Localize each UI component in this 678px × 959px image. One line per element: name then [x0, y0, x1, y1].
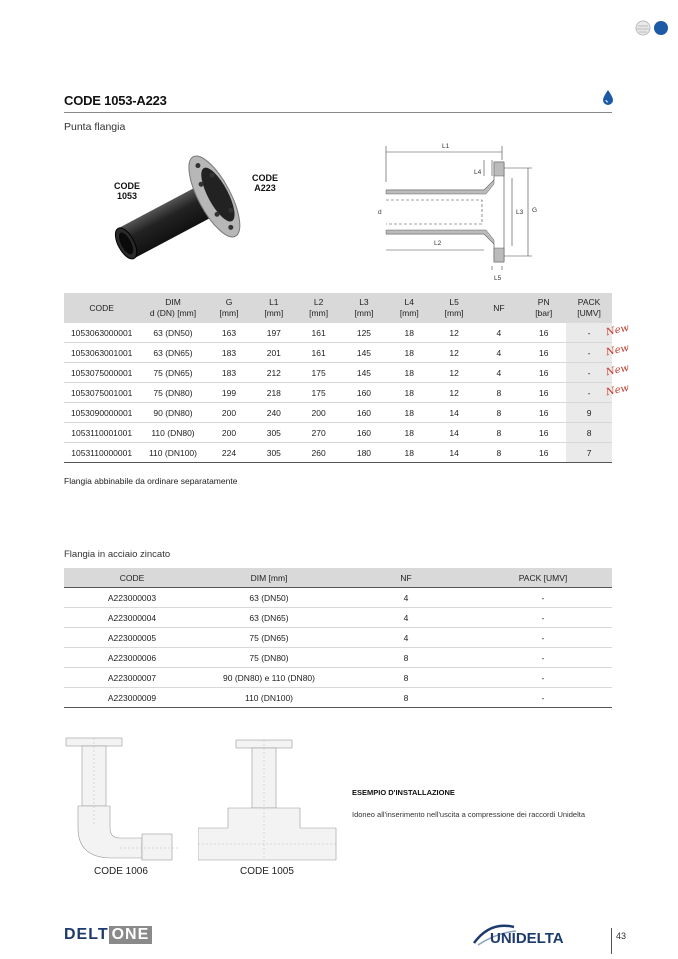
table-cell: 8	[476, 443, 521, 463]
table-cell: 201	[251, 343, 296, 363]
table-cell: 1053075001001	[64, 383, 139, 403]
table-cell: 145	[341, 363, 387, 383]
table-row	[64, 443, 612, 463]
table-cell: -	[566, 383, 612, 403]
svg-text:L3: L3	[516, 209, 524, 216]
title-rule	[64, 112, 612, 113]
table-cell: 16	[521, 383, 566, 403]
table-cell: -	[474, 668, 612, 688]
table-cell: -	[474, 628, 612, 648]
table-cell: 12	[432, 363, 477, 383]
table-cell: 161	[296, 323, 341, 343]
table-row	[64, 688, 612, 708]
label-code-1053: CODE 1053	[114, 181, 141, 201]
col-header: CODE	[64, 293, 139, 323]
subtitle: Punta flangia	[64, 121, 126, 133]
table-cell: 4	[476, 343, 521, 363]
table-row	[64, 668, 612, 688]
table-cell: 8	[338, 688, 474, 708]
deltone-logo: DELT ONE	[64, 926, 152, 944]
table-cell: 12	[432, 383, 477, 403]
col-header: L2 [mm]	[296, 293, 341, 323]
table-cell: 63 (DN50)	[139, 323, 206, 343]
unidelta-logo	[470, 919, 604, 949]
table-cell: -	[566, 343, 612, 363]
table-cell: 4	[338, 608, 474, 628]
col-header: NF	[476, 293, 521, 323]
col-header: DIM d (DN) [mm]	[139, 293, 206, 323]
product-photo	[108, 148, 253, 276]
table-cell: 8	[476, 403, 521, 423]
table-cell: 199	[207, 383, 252, 403]
table-cell: 8	[476, 383, 521, 403]
section-title: Flangia in acciaio zincato	[64, 549, 171, 560]
table-cell: 90 (DN80)	[139, 403, 206, 423]
table-cell: 175	[296, 363, 341, 383]
table-cell: 18	[387, 403, 432, 423]
table-cell: 110 (DN100)	[200, 688, 338, 708]
table-cell: 212	[251, 363, 296, 383]
table-row	[64, 363, 612, 383]
installation-drawing-1006	[62, 734, 182, 862]
new-badge: New	[605, 362, 631, 379]
table-cell: 160	[341, 423, 387, 443]
table-cell: 8	[338, 668, 474, 688]
table-cell: 1053063001001	[64, 343, 139, 363]
table-cell: 16	[521, 443, 566, 463]
caption-code-1006: CODE 1006	[94, 866, 148, 877]
table-cell: A223000009	[64, 688, 200, 708]
table-cell: 183	[207, 343, 252, 363]
table-cell: 4	[476, 363, 521, 383]
technical-drawing	[368, 138, 548, 286]
table-cell: 180	[341, 443, 387, 463]
table-cell: 110 (DN100)	[139, 443, 206, 463]
table-cell: 18	[387, 323, 432, 343]
page-title: CODE 1053-A223	[64, 93, 167, 108]
water-drop-icon	[602, 89, 614, 105]
table-cell: 200	[207, 423, 252, 443]
table-cell: 125	[341, 323, 387, 343]
table-cell: 305	[251, 443, 296, 463]
table-row	[64, 608, 612, 628]
table-cell: A223000006	[64, 648, 200, 668]
page-number: 43	[616, 931, 627, 941]
table-cell: 163	[207, 323, 252, 343]
table-cell: 197	[251, 323, 296, 343]
table-cell: 200	[296, 403, 341, 423]
installation-title: ESEMPIO D'INSTALLAZIONE	[352, 788, 455, 797]
table-cell: 175	[296, 383, 341, 403]
new-badge: New	[605, 342, 631, 359]
table-cell: 145	[341, 343, 387, 363]
table-cell: 260	[296, 443, 341, 463]
svg-text:L2: L2	[434, 240, 442, 247]
col-header: PN [bar]	[521, 293, 566, 323]
table-cell: -	[474, 608, 612, 628]
col-header: CODE	[64, 568, 200, 588]
col-header: PACK [UMV]	[474, 568, 612, 588]
table-cell: -	[474, 648, 612, 668]
col-header: L5 [mm]	[432, 293, 477, 323]
table-cell: 305	[251, 423, 296, 443]
table-row	[64, 628, 612, 648]
svg-text:L1: L1	[442, 143, 450, 150]
col-header: G [mm]	[207, 293, 252, 323]
table-row	[64, 403, 612, 423]
table-row	[64, 343, 612, 363]
table-cell: 16	[521, 423, 566, 443]
table-row	[64, 588, 612, 608]
table-cell: 200	[207, 403, 252, 423]
table-header-row	[64, 293, 612, 323]
table-cell: 8	[566, 423, 612, 443]
table-cell: 16	[521, 403, 566, 423]
label-code-a223: CODE A223	[252, 173, 279, 193]
table-cell: 14	[432, 443, 477, 463]
table-cell: 7	[566, 443, 612, 463]
col-header: L1 [mm]	[251, 293, 296, 323]
table-cell: 1053110000001	[64, 443, 139, 463]
svg-text:G: G	[532, 207, 538, 214]
table-cell: 218	[251, 383, 296, 403]
table-cell: 16	[521, 343, 566, 363]
svg-text:L5: L5	[494, 275, 502, 282]
table-cell: 63 (DN50)	[200, 588, 338, 608]
table-cell: 12	[432, 323, 477, 343]
svg-text:UNIDELTA: UNIDELTA	[490, 930, 564, 947]
table-cell: 75 (DN80)	[200, 648, 338, 668]
table-cell: A223000005	[64, 628, 200, 648]
table-cell: A223000007	[64, 668, 200, 688]
new-badge: New	[605, 382, 631, 399]
table-row	[64, 383, 612, 403]
table-cell: A223000003	[64, 588, 200, 608]
table-cell: -	[566, 323, 612, 343]
table-cell: 14	[432, 423, 477, 443]
table-cell: A223000004	[64, 608, 200, 628]
table-cell: -	[474, 688, 612, 708]
col-header: NF	[338, 568, 474, 588]
table-cell: 75 (DN65)	[200, 628, 338, 648]
col-header: L4 [mm]	[387, 293, 432, 323]
table-cell: 8	[476, 423, 521, 443]
table-cell: -	[566, 363, 612, 383]
table-cell: 16	[521, 363, 566, 383]
table-cell: 75 (DN65)	[139, 363, 206, 383]
installation-description: Idoneo all'inserimento nell'uscita a compressione dei raccordi Unidelta	[352, 810, 585, 819]
table-cell: 18	[387, 343, 432, 363]
svg-text:L4: L4	[474, 169, 482, 176]
table-cell: 12	[432, 343, 477, 363]
table-cell: 9	[566, 403, 612, 423]
table-cell: 63 (DN65)	[139, 343, 206, 363]
table-cell: 18	[387, 423, 432, 443]
table-cell: 1053063000001	[64, 323, 139, 343]
table-cell: 1053075000001	[64, 363, 139, 383]
table-cell: 90 (DN80) e 110 (DN80)	[200, 668, 338, 688]
col-header: L3 [mm]	[341, 293, 387, 323]
table-cell: 14	[432, 403, 477, 423]
table-cell: 18	[387, 363, 432, 383]
header-decoration-icon	[634, 19, 670, 37]
caption-code-1005: CODE 1005	[240, 866, 294, 877]
product-table	[64, 293, 612, 463]
table-cell: 1053110001001	[64, 423, 139, 443]
col-header: PACK [UMV]	[566, 293, 612, 323]
page-divider	[611, 928, 612, 954]
table-cell: 1053090000001	[64, 403, 139, 423]
table-header-row	[64, 568, 612, 588]
table-cell: 4	[338, 628, 474, 648]
svg-text:d: d	[378, 209, 382, 216]
table-cell: 183	[207, 363, 252, 383]
table-cell: 160	[341, 403, 387, 423]
table-cell: 16	[521, 323, 566, 343]
table-cell: 160	[341, 383, 387, 403]
table-cell: 18	[387, 443, 432, 463]
table-cell: 4	[338, 588, 474, 608]
table-row	[64, 423, 612, 443]
new-badge: New	[605, 322, 631, 339]
table-row	[64, 648, 612, 668]
table-row	[64, 323, 612, 343]
table-cell: 63 (DN65)	[200, 608, 338, 628]
table-cell: 270	[296, 423, 341, 443]
table-cell: 75 (DN80)	[139, 383, 206, 403]
flange-table	[64, 568, 612, 708]
installation-drawing-1005	[198, 736, 338, 864]
table-cell: 224	[207, 443, 252, 463]
col-header: DIM [mm]	[200, 568, 338, 588]
table-cell: 4	[476, 323, 521, 343]
table-cell: 8	[338, 648, 474, 668]
table-cell: 240	[251, 403, 296, 423]
table-cell: 110 (DN80)	[139, 423, 206, 443]
table-cell: 18	[387, 383, 432, 403]
table-cell: 161	[296, 343, 341, 363]
table-cell: -	[474, 588, 612, 608]
flange-note: Flangia abbinabile da ordinare separatamente	[64, 476, 238, 486]
